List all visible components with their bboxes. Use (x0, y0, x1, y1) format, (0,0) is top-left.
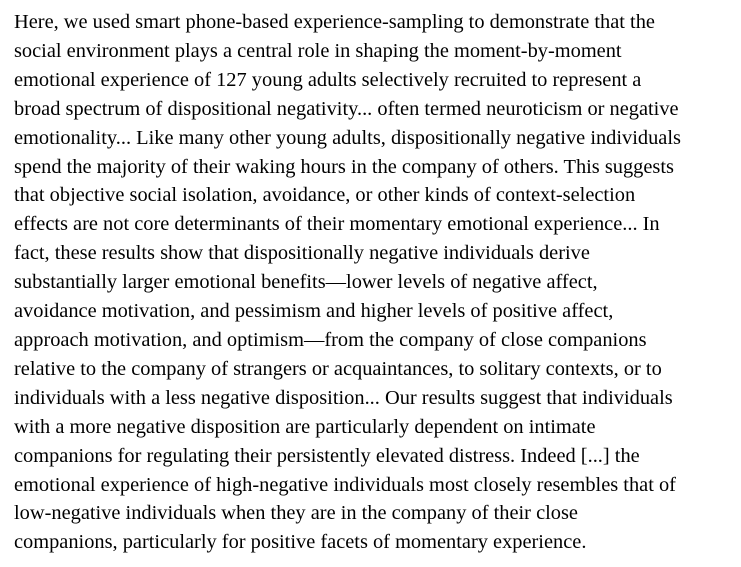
paragraph-line: that objective social isolation, avoidance, or other kinds of context-selection (14, 184, 636, 207)
paragraph-line: broad spectrum of dispositional negativity... often termed neuroticism or negative (14, 97, 679, 120)
paragraph-line: companions for regulating their persistently elevated distress. Indeed [...] the (14, 444, 640, 467)
text-paragraph (14, 8, 738, 557)
paragraph-line: fact, these results show that dispositionally negative individuals derive (14, 242, 590, 265)
paragraph-line: companions, particularly for positive facets of momentary experience. (14, 531, 587, 554)
paragraph-line: approach motivation, and optimism—from the company of close companions (14, 328, 647, 351)
paragraph-line: Here, we used smart phone-based experience-sampling to demonstrate that the (14, 11, 655, 33)
paragraph-line: social environment plays a central role in shaping the moment-by-moment (14, 39, 622, 62)
paragraph-line: substantially larger emotional benefits—lower levels of negative affect, (14, 271, 598, 294)
paragraph-line: low-negative individuals when they are in the company of their close (14, 502, 578, 525)
paragraph-line: avoidance motivation, and pessimism and higher levels of positive affect, (14, 300, 614, 323)
paragraph-line: relative to the company of strangers or acquaintances, to solitary contexts, or to (14, 357, 662, 380)
paragraph-line: emotional experience of 127 young adults selectively recruited to represent a (14, 68, 642, 91)
paragraph-line: emotionality... Like many other young adults, dispositionally negative individuals (14, 126, 681, 149)
paragraph-line: spend the majority of their waking hours in the company of others. This suggests (14, 155, 674, 178)
paragraph-line: with a more negative disposition are particularly dependent on intimate (14, 415, 596, 438)
paragraph-line: emotional experience of high-negative individuals most closely resembles that of (14, 473, 676, 496)
paragraph-line: effects are not core determinants of their momentary emotional experience... In (14, 213, 660, 236)
paragraph-line: individuals with a less negative disposition... Our results suggest that individuals (14, 386, 673, 409)
